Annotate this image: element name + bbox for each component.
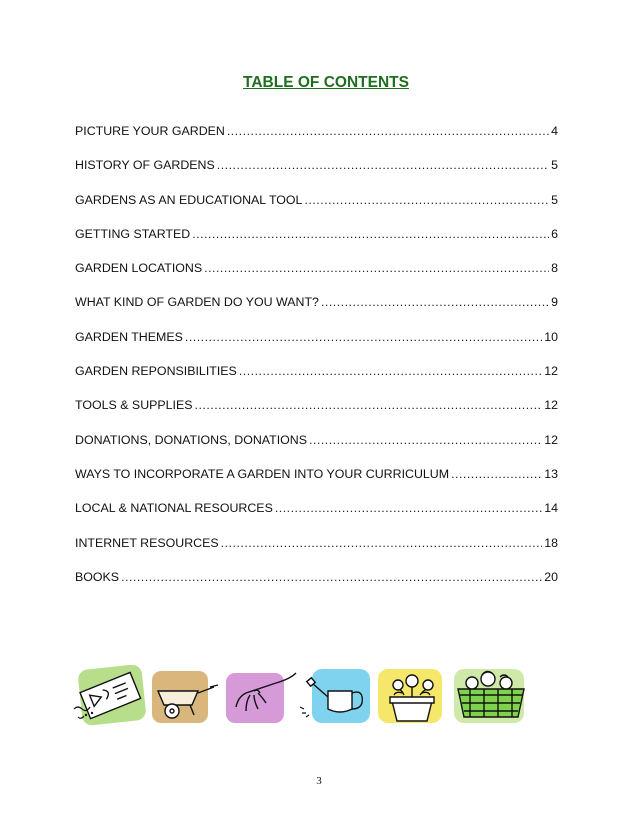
toc-entry bbox=[75, 124, 558, 158]
toc-entry bbox=[75, 570, 558, 604]
toc-entry bbox=[75, 467, 558, 501]
garden-rake-icon bbox=[224, 665, 298, 727]
toc-dot-leader bbox=[192, 227, 549, 241]
toc-entry bbox=[75, 227, 558, 261]
toc-entry-page: 20 bbox=[544, 569, 558, 584]
toc-entry-page: 12 bbox=[544, 432, 558, 447]
toc-entry bbox=[75, 158, 558, 192]
flower-pot-icon bbox=[374, 665, 450, 727]
toc-entry-label: LOCAL & NATIONAL RESOURCES bbox=[75, 501, 273, 516]
toc-entry-label: GARDENS AS AN EDUCATIONAL TOOL bbox=[75, 192, 303, 207]
watering-can-icon bbox=[298, 665, 374, 727]
toc-entry-label: GARDEN THEMES bbox=[75, 329, 183, 344]
toc-entry-page: 12 bbox=[544, 398, 558, 413]
toc-entry-page: 14 bbox=[544, 501, 558, 516]
toc-entry-label: WAYS TO INCORPORATE A GARDEN INTO YOUR CURRICULUM bbox=[75, 466, 450, 481]
toc-dot-leader bbox=[304, 193, 549, 207]
toc-entry-label: DONATIONS, DONATIONS, DONATIONS bbox=[75, 432, 307, 447]
toc-dot-leader bbox=[185, 330, 542, 344]
toc-entry-label: INTERNET RESOURCES bbox=[75, 535, 219, 550]
toc-entry-page: 13 bbox=[544, 466, 558, 481]
toc-entry bbox=[75, 536, 558, 570]
toc-entry-page: 5 bbox=[551, 158, 558, 173]
garden-clipart-row bbox=[72, 665, 532, 727]
page-number: 3 bbox=[316, 775, 322, 787]
toc-dot-leader bbox=[309, 433, 542, 447]
toc-entry bbox=[75, 261, 558, 295]
vegetable-basket-icon bbox=[450, 665, 532, 727]
seed-packet-icon bbox=[72, 665, 148, 727]
clip-bg bbox=[226, 673, 284, 723]
toc-entry-label: GETTING STARTED bbox=[75, 226, 191, 241]
toc-dot-leader bbox=[451, 467, 542, 481]
toc-entry bbox=[75, 398, 558, 432]
toc-dot-leader bbox=[221, 536, 543, 550]
toc-entry-label: GARDEN REPONSIBILITIES bbox=[75, 364, 237, 379]
toc-entry-page: 9 bbox=[551, 295, 558, 310]
toc-entry-page: 4 bbox=[551, 124, 558, 138]
toc-dot-leader bbox=[195, 398, 543, 412]
toc-entry-label: WHAT KIND OF GARDEN DO YOU WANT? bbox=[75, 295, 319, 310]
toc-dot-leader bbox=[239, 364, 542, 378]
toc-entry-page: 10 bbox=[544, 329, 558, 344]
toc-entry bbox=[75, 193, 558, 227]
wheelbarrow-icon bbox=[150, 665, 220, 727]
toc-entry-label: HISTORY OF GARDENS bbox=[75, 158, 215, 173]
toc-entry-page: 8 bbox=[551, 261, 558, 276]
toc-entry-page: 12 bbox=[544, 364, 558, 379]
toc-entry-page: 6 bbox=[551, 226, 558, 241]
toc-dot-leader bbox=[275, 501, 542, 515]
toc-dot-leader bbox=[227, 124, 549, 138]
toc-dot-leader bbox=[204, 261, 549, 275]
page-title: TABLE OF CONTENTS bbox=[243, 74, 409, 91]
toc-entry bbox=[75, 501, 558, 535]
table-of-contents bbox=[75, 124, 558, 604]
toc-dot-leader bbox=[121, 570, 542, 584]
toc-entry-page: 18 bbox=[544, 535, 558, 550]
toc-entry bbox=[75, 364, 558, 398]
toc-entry-label: GARDEN LOCATIONS bbox=[75, 261, 203, 276]
toc-entry-page: 5 bbox=[551, 192, 558, 207]
toc-dot-leader bbox=[321, 295, 549, 309]
toc-entry bbox=[75, 433, 558, 467]
toc-entry bbox=[75, 330, 558, 364]
toc-entry-label: TOOLS & SUPPLIES bbox=[75, 398, 193, 413]
toc-entry bbox=[75, 295, 558, 329]
toc-entry-label: BOOKS bbox=[75, 569, 120, 584]
toc-dot-leader bbox=[217, 158, 549, 172]
toc-entry-label: PICTURE YOUR GARDEN bbox=[75, 124, 225, 138]
